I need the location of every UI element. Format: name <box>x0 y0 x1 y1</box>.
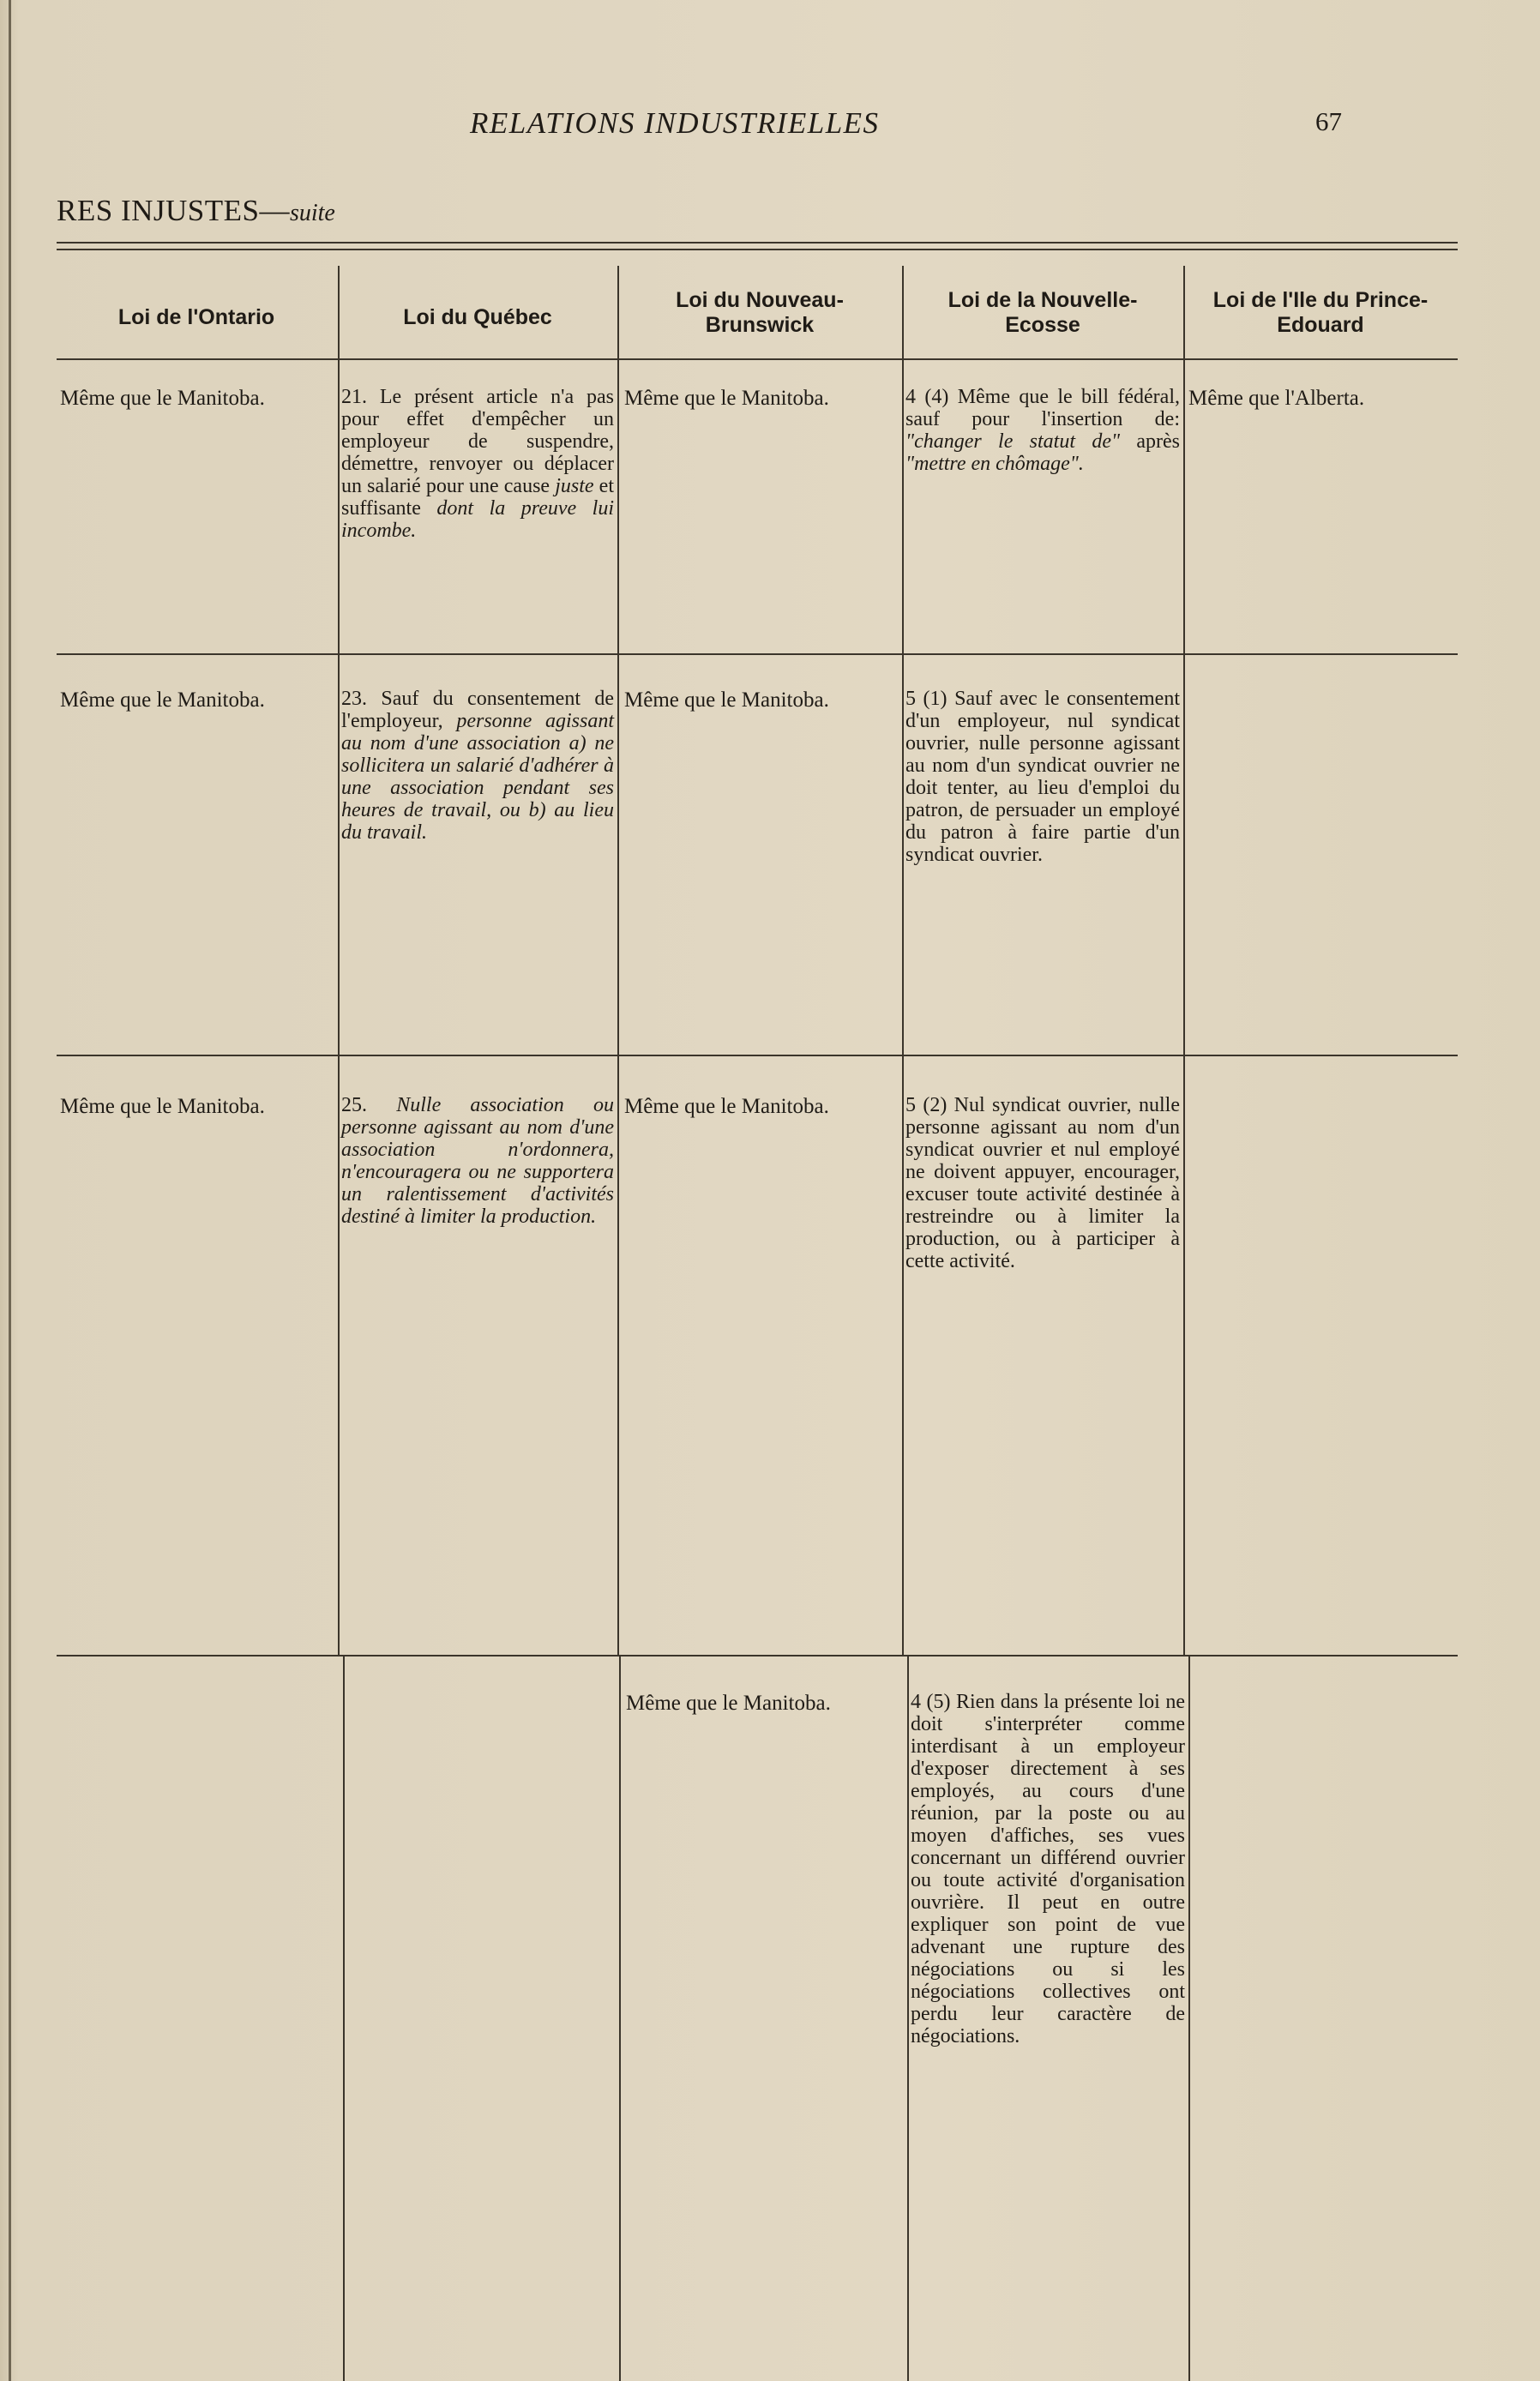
column-divider <box>617 1055 619 1655</box>
top-rule <box>57 242 1458 244</box>
column-divider <box>338 653 340 1055</box>
binding-edge <box>9 0 11 2381</box>
text-run: 25. <box>341 1094 397 1116</box>
column-divider <box>617 358 619 653</box>
column-divider <box>1188 1655 1190 2381</box>
row-1-nouvelle-ecosse <box>905 386 1180 475</box>
row-1-quebec <box>341 386 614 542</box>
column-divider <box>902 266 904 358</box>
column-divider <box>338 1055 340 1655</box>
row-3-nouveau-brunswick: Même que le Manitoba. <box>624 1095 829 1118</box>
column-divider <box>902 653 904 1055</box>
column-divider <box>343 1655 345 2381</box>
text-run: 21. Le présent article n'a pas pour effet d'empêcher un employeur de suspendre, démettre, renvoyer ou déplacer un salarié pour une cause <box>341 386 614 497</box>
column-divider <box>1183 653 1185 1055</box>
table-title-text: RES INJUSTES <box>57 194 260 227</box>
column-divider <box>338 358 340 653</box>
top-rule <box>57 249 1458 250</box>
column-header-ile-prince-edouard: Loi de l'Ile du Prince-Edouard <box>1212 288 1429 337</box>
italic-text-run: dont la preuve lui incombe. <box>341 497 615 542</box>
column-divider <box>902 358 904 653</box>
column-divider <box>907 1655 909 2381</box>
row-3-ontario: Même que le Manitoba. <box>60 1095 265 1118</box>
row-1-ontario: Même que le Manitoba. <box>60 387 265 410</box>
page-number: 67 <box>1315 106 1342 136</box>
row-2-quebec <box>341 688 614 844</box>
italic-text-run: Nulle association ou personne agissant au nom d'une association n'ordonnera, n'encouragera ou ne supportera un ralentissement d'activités destiné à limiter la production. <box>341 1094 614 1228</box>
column-header-ontario: Loi de l'Ontario <box>117 305 275 329</box>
table-title <box>57 194 335 228</box>
row-2-nouvelle-ecosse <box>905 688 1180 866</box>
row-rule <box>57 1055 1458 1056</box>
table-title-suffix: suite <box>289 200 335 226</box>
row-3-nouvelle-ecosse <box>905 1094 1180 1272</box>
column-header-nouvelle-ecosse: Loi de la Nouvelle-Ecosse <box>947 288 1138 337</box>
text-run: 5 (2) Nul syndicat ouvrier, nulle personne agissant au nom d'un syndicat ouvrier et nul employé ne doivent appuyer, encourager, excuser toute activité destinée à restreindre ou à limiter la production, ou à participer à cette activité. <box>905 1094 1180 1272</box>
running-head: RELATIONS INDUSTRIELLES <box>470 106 880 140</box>
text-run: après <box>1120 430 1180 453</box>
column-divider <box>617 653 619 1055</box>
text-run: 4 (5) Rien dans la présente loi ne doit s'interpréter comme interdisant à un employeur d'exposer directement à ses employés, au cours d'une réunion, par la poste ou au moyen d'affiches, ses vues concernant un différend ouvrier ou toute activité d'organisation ouvrière. Il peut en outre expliquer son point de vue advenant une rupture des négociations ou si les négociations collectives ont perdu leur caractère de négociations. <box>911 1691 1185 2047</box>
row-3-quebec <box>341 1094 614 1228</box>
text-run: 5 (1) Sauf avec le consentement d'un employeur, nul syndicat ouvrier, nulle personne agissant au nom d'un syndicat ouvrier ne doit tenter, au lieu d'emploi du patron, de persuader un employé du patron à faire partie d'un syndicat ouvrier. <box>905 688 1180 866</box>
row-1-ile-prince-edouard: Même que l'Alberta. <box>1188 387 1365 410</box>
row-2-ontario: Même que le Manitoba. <box>60 688 265 712</box>
row-4-nouvelle-ecosse <box>911 1691 1185 2047</box>
column-divider <box>1183 1055 1185 1655</box>
column-header-quebec: Loi du Québec <box>403 305 552 329</box>
column-divider <box>1183 266 1185 358</box>
column-divider <box>617 266 619 358</box>
italic-text-run: juste <box>555 475 594 497</box>
table-title-dash: — <box>259 194 290 227</box>
column-divider <box>619 1655 621 2381</box>
italic-text-run: personne agissant au nom d'une association a) ne sollicitera un salarié d'adhérer à une association pendant ses heures de travail, ou b) au lieu du travail. <box>341 710 614 844</box>
column-divider <box>1183 358 1185 653</box>
italic-text-run: "changer le statut de" <box>905 430 1121 453</box>
column-header-nouveau-brunswick: Loi du Nouveau-Brunswick <box>676 288 844 337</box>
header-rule <box>57 358 1458 360</box>
row-1-nouveau-brunswick: Même que le Manitoba. <box>624 387 829 410</box>
row-rule <box>57 653 1458 655</box>
text-run: et suffisante <box>341 475 614 520</box>
text-run: 23. Sauf du consentement de l'employeur, <box>341 688 614 732</box>
text-run: 4 (4) Même que le bill fédéral, sauf pour l'insertion de: <box>905 386 1180 430</box>
column-divider <box>902 1055 904 1655</box>
row-4-nouveau-brunswick: Même que le Manitoba. <box>626 1692 831 1715</box>
row-rule <box>57 1655 1458 1656</box>
italic-text-run: "mettre en chômage". <box>905 453 1084 475</box>
row-2-nouveau-brunswick: Même que le Manitoba. <box>624 688 829 712</box>
